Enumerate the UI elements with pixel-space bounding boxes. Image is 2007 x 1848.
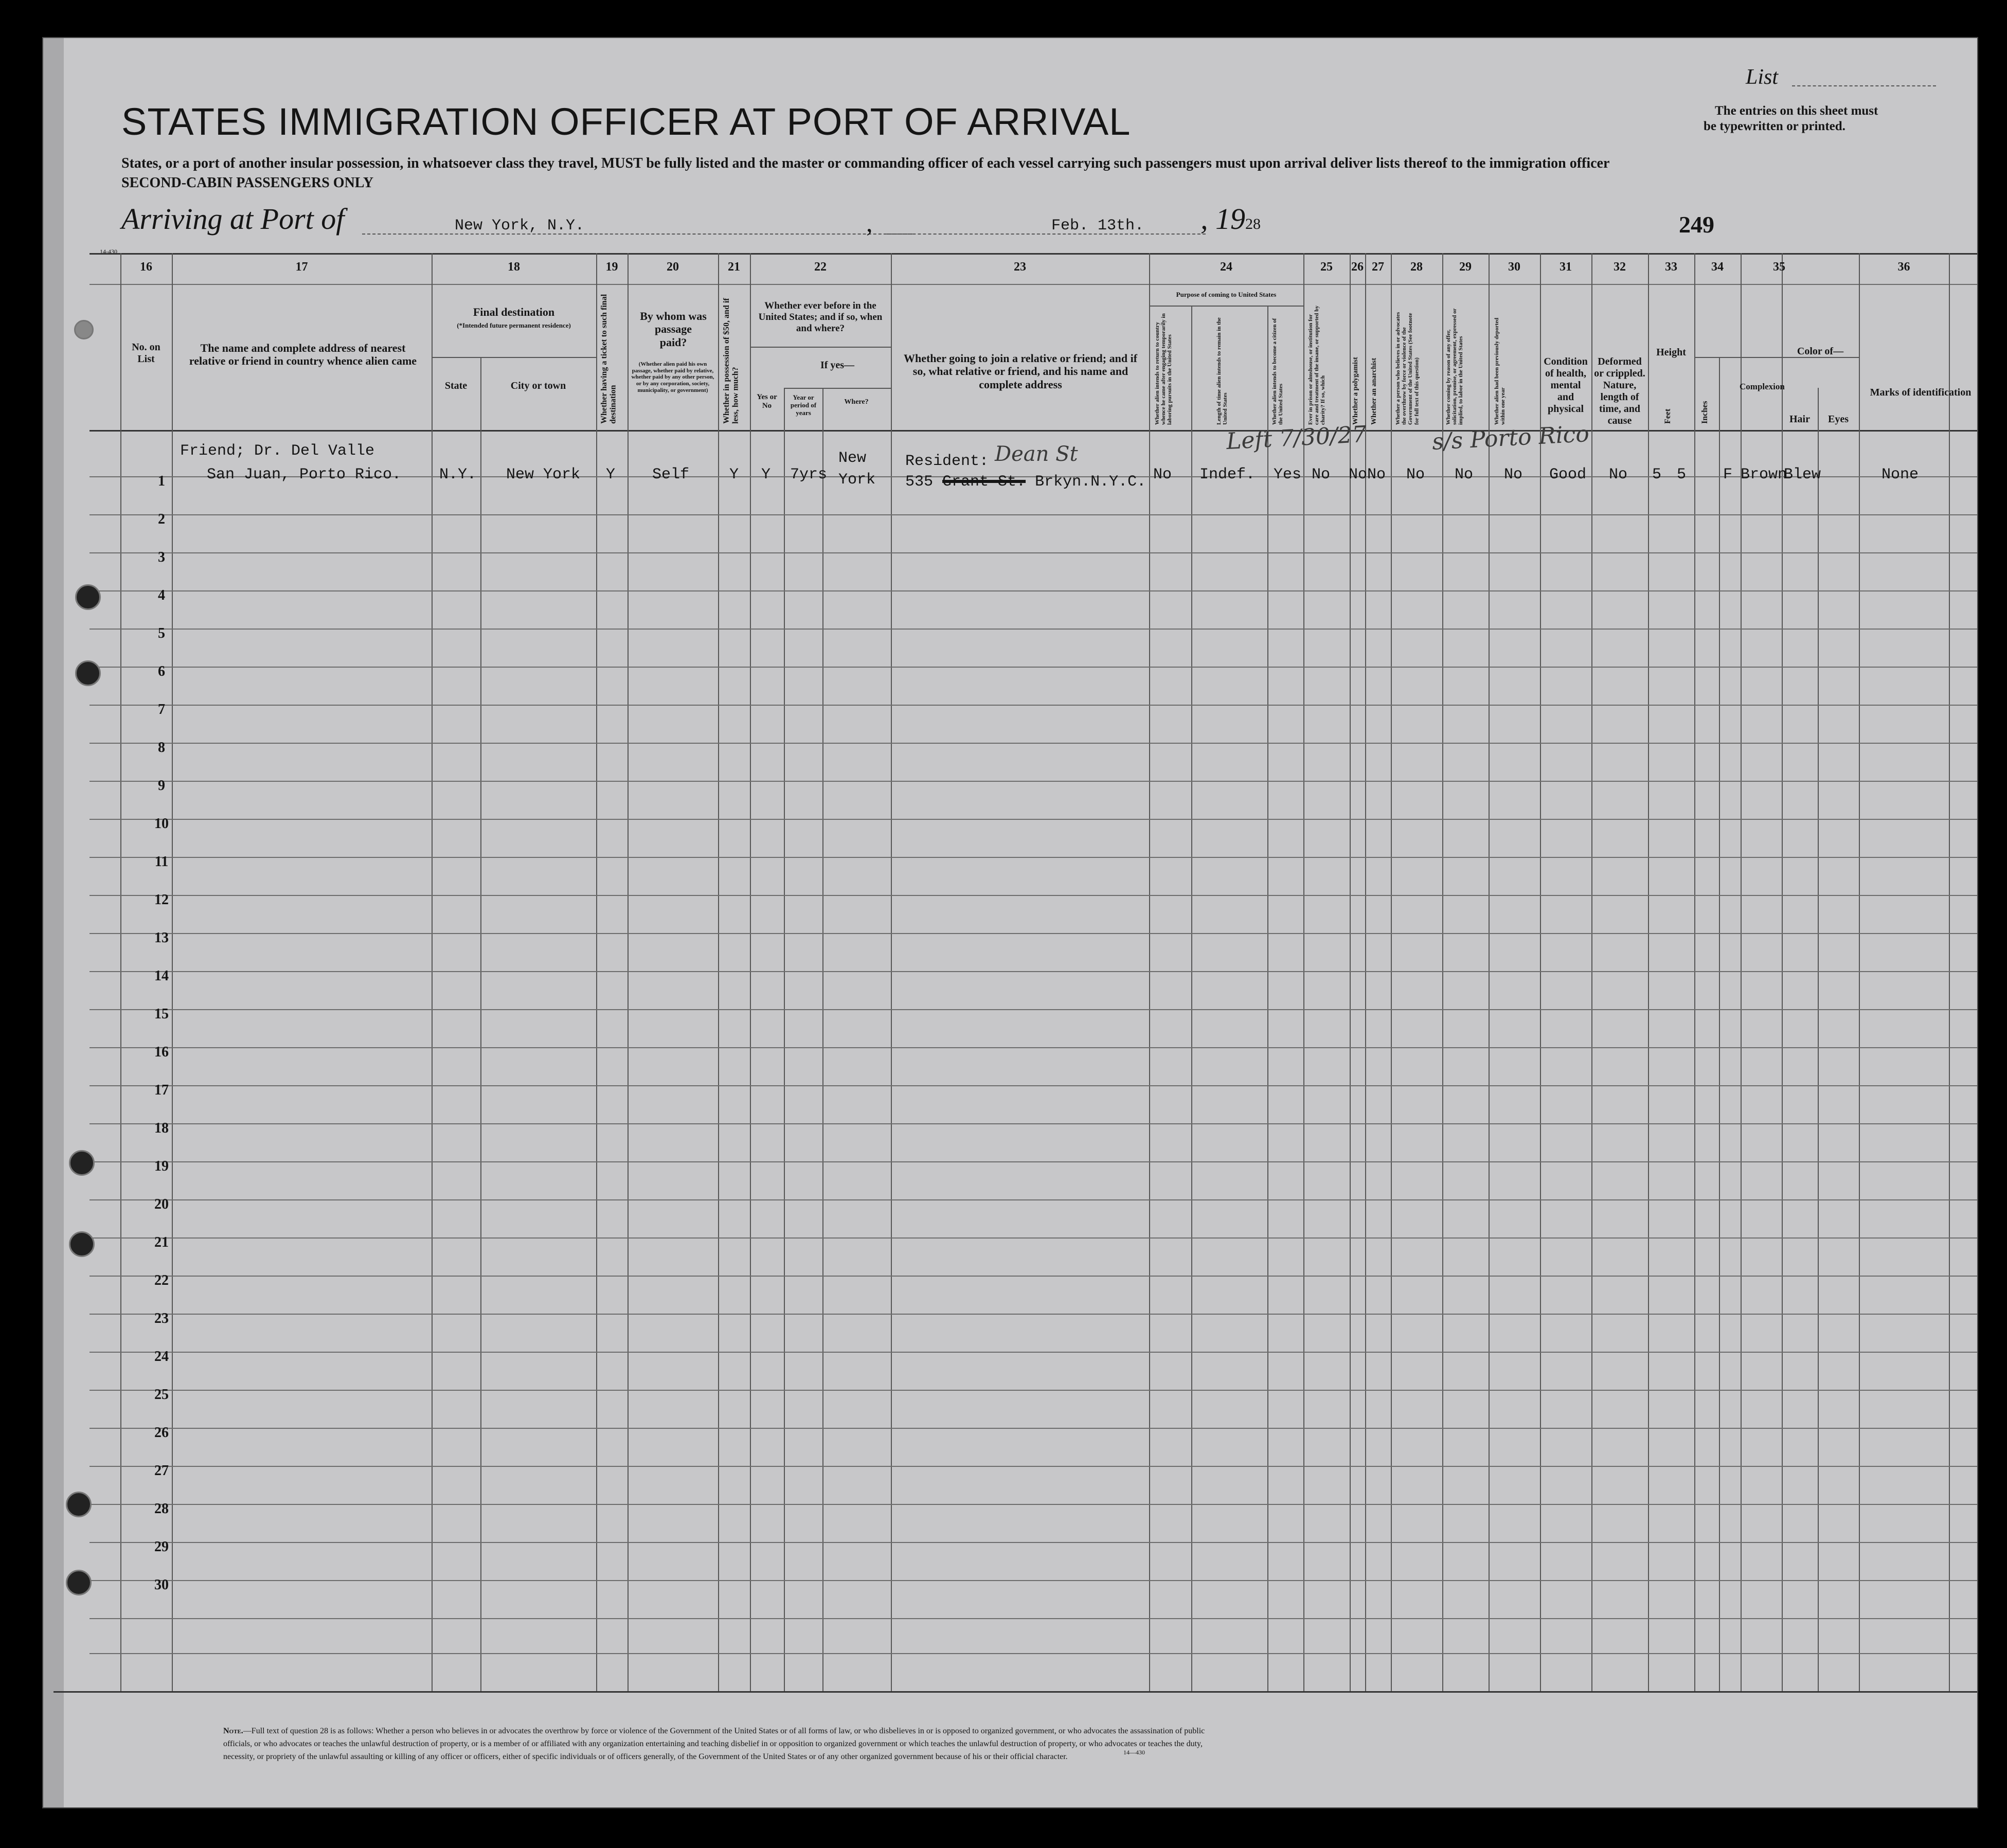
entry-ticket: Y	[606, 466, 616, 483]
row-number: 29	[154, 1539, 169, 1555]
header-passage-paid-note: (Whether alien paid his own passage, whether paid by relative, whether paid by any other person, or by any corporation, society, municipality, or government)	[631, 361, 714, 393]
entry-fifty: Y	[729, 466, 739, 483]
header-final-destination-note: (*Intended future permanent residence)	[457, 321, 571, 329]
header-q29: Whether coming by reason of any offer, solicitation, promise, or agreement, expressed or implied, to labor in the United States	[1445, 308, 1464, 425]
row-number: 22	[154, 1272, 169, 1288]
entry-paid-by: Self	[652, 466, 690, 483]
entry-inches: 5	[1677, 466, 1687, 483]
colnum-17: 17	[295, 260, 308, 274]
header-hair: Hair	[1789, 414, 1810, 425]
punch-hole	[69, 1231, 95, 1257]
entry-deformed: No	[1609, 466, 1628, 483]
list-label: List	[1746, 65, 1779, 89]
entry-feet: 5	[1652, 466, 1662, 483]
row-number: 27	[154, 1463, 169, 1479]
header-return: Whether alien intends to return to country whence he came after engaging temporarily in laboring pursuits in the United States	[1154, 313, 1173, 425]
punch-hole	[75, 660, 101, 686]
entry-citizen: Yes	[1274, 466, 1302, 483]
row-number: 4	[158, 587, 165, 603]
entry-join-handwritten: Dean St	[995, 442, 1078, 466]
row-number: 6	[158, 663, 165, 679]
header-length: Length of time alien intends to remain in the United States	[1216, 317, 1229, 425]
punch-hole	[74, 320, 94, 339]
header-condition: Condition of health, mental and physical	[1544, 356, 1588, 415]
colnum-31: 31	[1560, 260, 1572, 274]
header-deformed: Deformed or crippled. Nature, length of time, and cause	[1594, 356, 1645, 426]
entry-q28: No	[1406, 466, 1425, 483]
header-passage-paid: By whom was passage paid?	[640, 310, 707, 349]
footnote	[223, 1725, 1221, 1763]
row-number: 20	[154, 1196, 169, 1212]
instructions-2: be typewritten or printed.	[1704, 119, 1845, 133]
colnum-21: 21	[728, 260, 740, 274]
header-ever-before: Whether ever before in the United States; and if so, when and where?	[758, 300, 883, 334]
entry-prison: No	[1312, 466, 1331, 483]
header-feet-label: Feet	[1663, 408, 1672, 424]
entry-hair: Brown	[1741, 466, 1787, 483]
entry-polygamist: No	[1349, 466, 1368, 483]
entry-years: 7yrs	[790, 466, 828, 483]
header-deported: Whether alien had been previously deported within one year	[1494, 317, 1507, 425]
list-number-line	[1792, 85, 1936, 86]
header-city: City or town	[510, 380, 566, 391]
colnum-23: 23	[1014, 260, 1026, 274]
header-where: Where?	[844, 398, 869, 406]
header-join-relative: Whether going to join a relative or friend; and if so, what relative or friend, and his name and complete address	[903, 352, 1138, 391]
row-number: 12	[154, 892, 169, 908]
form-code-top: 14-430	[100, 248, 117, 255]
entry-relative-line1: Friend; Dr. Del Valle	[180, 442, 375, 460]
row-number: 28	[154, 1501, 169, 1517]
entry-where-1: New	[838, 450, 867, 467]
entry-anarchist: No	[1367, 466, 1386, 483]
header-final-destination: Final destination	[473, 306, 555, 318]
row-number: 2	[158, 511, 165, 527]
date-value: Feb. 13th.	[1051, 217, 1144, 235]
comma: ,	[866, 208, 873, 237]
footer-form-code: 14—430	[1123, 1749, 1145, 1756]
header-complexion: Complexion	[1740, 382, 1785, 391]
entry-join-struck: Grant St.	[942, 473, 1026, 491]
punch-hole	[66, 1492, 92, 1517]
header-eyes: Eyes	[1828, 414, 1849, 425]
colnum-28: 28	[1410, 260, 1423, 274]
colnum-30: 30	[1508, 260, 1520, 274]
header-anarchist: Whether an anarchist	[1370, 357, 1378, 425]
row-number: 9	[158, 778, 165, 794]
entry-join-rest: Brkyn.N.Y.C.	[1035, 473, 1146, 491]
colnum-32: 32	[1614, 260, 1626, 274]
entry-health: Good	[1549, 466, 1587, 483]
header-prison: Ever in prison or almshouse, or institution for care and treatment of the insane, or supported by charity? If so, which	[1307, 306, 1327, 425]
entry-eyes: Blew	[1784, 466, 1821, 483]
colnum-33: 33	[1665, 260, 1677, 274]
header-ticket: Whether having a ticket to such final destination	[600, 294, 618, 424]
punch-hole	[66, 1570, 92, 1595]
row-number: 30	[154, 1577, 169, 1593]
header-state: State	[444, 380, 468, 391]
header-fifty-dollars: Whether in possession of $50, and if less, how much?	[722, 298, 740, 424]
colnum-26: 26	[1351, 260, 1364, 274]
punch-hole	[69, 1150, 95, 1176]
entry-city: New York	[506, 466, 581, 483]
row-number: 13	[154, 930, 169, 946]
date-line	[887, 234, 1206, 235]
colnum-29: 29	[1459, 260, 1472, 274]
colnum-27: 27	[1372, 260, 1384, 274]
row-number: 5	[158, 625, 165, 641]
colnum-35: 35	[1773, 260, 1785, 274]
port-line	[362, 234, 912, 235]
entry-return: No	[1153, 466, 1172, 483]
year-value: , 1928	[1200, 202, 1261, 236]
header-purpose: Purpose of coming to United States	[1176, 291, 1277, 298]
row-number: 15	[154, 1006, 169, 1022]
header-yes-or-no: Yes or No	[757, 393, 777, 410]
row-number: 17	[154, 1082, 169, 1098]
entry-deported: No	[1504, 466, 1523, 483]
form-title: STATES IMMIGRATION OFFICER AT PORT OF ARRIVAL	[121, 100, 1131, 143]
row-number: 24	[154, 1349, 169, 1365]
row-number: 26	[154, 1425, 169, 1441]
punch-hole	[75, 584, 101, 610]
row-number: 8	[158, 740, 165, 756]
entry-marks: None	[1881, 466, 1919, 483]
entry-q29: No	[1455, 466, 1474, 483]
colnum-25: 25	[1320, 260, 1333, 274]
colnum-20: 20	[667, 260, 679, 274]
footnote-text: —Full text of question 28 is as follows: Whether a person who believes in or advocates the overthrow by force or violence of the Government of the United States or of all forms of law, or who disbelieves in or is opposed to organized government, or who advocates the assassination of public officials, or who advocates or teaches the unlawful destruction of property, or is a member of or affiliated with any organization entertaining and teaching disbelief in or opposition to organized government or which teaches the unlawful destruction of property, or who advocates or teaches the duty, necessity, or propriety of the unlawful assaulting or killing of any officer or officers, either of specific individuals or of officers generally, of the Government of the United States or of any other organized government because of his or their official character.	[223, 1727, 1205, 1761]
row-number: 21	[154, 1234, 169, 1250]
form-subtitle-2: SECOND-CABIN PASSENGERS ONLY	[121, 175, 374, 191]
manifest-sheet	[42, 37, 1978, 1808]
entry-join-line1: Resident:	[905, 453, 989, 470]
row-number: 7	[158, 702, 165, 717]
entry-state: N.Y.	[439, 466, 477, 483]
row-number: 14	[154, 968, 169, 984]
row-number: 10	[154, 816, 169, 832]
header-nearest-relative: The name and complete address of nearest relative or friend in country whence alien came	[189, 342, 417, 368]
annotation-ship: s/s Porto Rico	[1431, 421, 1590, 455]
row-number: 3	[158, 549, 165, 565]
header-citizen: Whether alien intends to become a citizen of the United States	[1271, 318, 1284, 425]
row-number: 19	[154, 1158, 169, 1174]
colnum-34: 34	[1711, 260, 1724, 274]
port-value: New York, N.Y.	[455, 217, 585, 235]
colnum-22: 22	[814, 260, 827, 274]
entry-join-line2	[905, 473, 1146, 491]
header-inches-label: Inches	[1700, 401, 1709, 424]
entry-before: Y	[761, 466, 771, 483]
row-number: 23	[154, 1311, 169, 1326]
colnum-19: 19	[605, 260, 618, 274]
colnum-36: 36	[1897, 260, 1910, 274]
instructions-1: The entries on this sheet must	[1715, 104, 1878, 118]
entry-complexion: F	[1723, 466, 1733, 483]
entry-relative-line2: San Juan, Porto Rico.	[207, 466, 402, 483]
header-q28: Whether a person who believes in or advocates the overthrow by force or violence of the Government of the United States (See footnote for full text of this question)	[1395, 312, 1420, 425]
footnote-label: Note.	[223, 1727, 243, 1735]
header-if-yes: If yes—	[820, 360, 855, 371]
form-subtitle-1: States, or a port of another insular possession, in whatsoever class they travel, MUST be fully listed and the master or commanding officer of each vessel carrying such passengers must upon arrival deliver lists thereof to the immigration officer	[121, 155, 1610, 171]
annotation-left-date: Left 7/30/27	[1225, 421, 1367, 455]
header-color-of: Color of—	[1797, 346, 1844, 357]
entry-where-2: York	[838, 471, 876, 489]
row-number: 11	[154, 854, 169, 870]
header-no-on-list: No. on List	[132, 342, 160, 365]
colnum-24: 24	[1220, 260, 1232, 274]
header-year: Year or period of years	[790, 393, 817, 417]
row-number: 1	[158, 473, 165, 489]
header-polygamist: Whether a polygamist	[1352, 357, 1359, 425]
entry-join-number: 535	[905, 473, 934, 491]
colnum-16: 16	[140, 260, 152, 274]
row-number: 25	[154, 1387, 169, 1403]
row-number: 18	[154, 1120, 169, 1136]
colnum-18: 18	[508, 260, 520, 274]
entry-length: Indef.	[1199, 466, 1256, 483]
row-number: 16	[154, 1044, 169, 1060]
header-height: Height	[1656, 347, 1686, 358]
header-marks: Marks of identification	[1870, 387, 1972, 398]
sheet-number: 249	[1679, 211, 1714, 238]
arriving-label: Arriving at Port of	[121, 202, 345, 236]
